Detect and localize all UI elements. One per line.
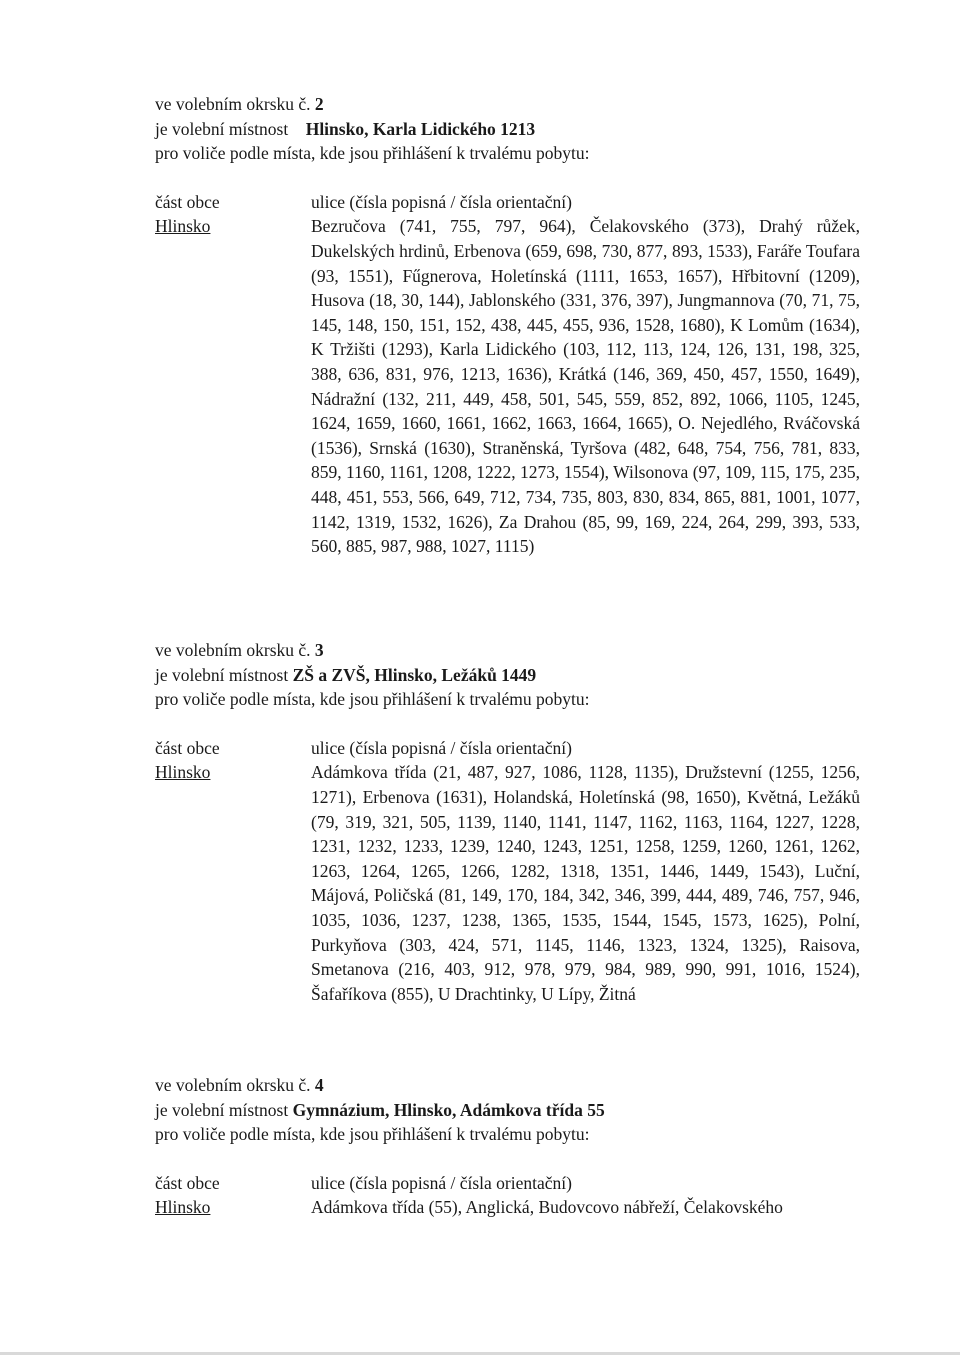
- streets-list: Adámkova třída (21, 487, 927, 1086, 1128, 1135), Družstevní (1255, 1256, 1271), Erbenova (1631), Holandská, Holetínská (98, 1650), Květná, Ležáků (79, 319, 321, 505, 1139, 1140, 1141, 1147, 1162, 1163, 1164, 1227, 1228, 1231, 1232, 1233, 1239, 1240, 1243, 1251, 1258, 1259, 1260, 1261, 1262, 1263, 1264, 1265, 1266, 1282, 1318, 1351, 1446, 1449, 1543), Luční, Májová, Poličská (81, 149, 170, 184, 342, 346, 399, 444, 489, 746, 757, 946, 1035, 1036, 1237, 1238, 1365, 1535, 1544, 1545, 1573, 1625), Polní, Purkyňova (303, 424, 571, 1145, 1146, 1323, 1324, 1325), Raisova, Smetanova (216, 403, 912, 978, 979, 984, 989, 990, 991, 1016, 1524), Šafaříkova (855), U Drachtinky, U Lípy, Žitná: [311, 762, 860, 1004]
- address-grid: [155, 190, 860, 559]
- okrsek-prefix: ve volebním okrsku č.: [155, 1075, 311, 1095]
- mistnost-line: [155, 117, 860, 142]
- grid-left-column: [155, 190, 311, 559]
- okrsek-line: [155, 638, 860, 663]
- streets-list: Bezručova (741, 755, 797, 964), Čelakovského (373), Drahý růžek, Dukelských hrdinů, Erbenova (659, 698, 730, 877, 893, 1533), Faráře Toufara (93, 1551), Fűgnerova, Holetínská (1111, 1653, 1657), Hřbitovní (1209), Husova (18, 30, 144), Jablonského (331, 376, 397), Jungmannova (70, 71, 75, 145, 148, 150, 151, 152, 438, 445, 455, 936, 1528, 1680), K Lomům (1634), K Tržišti (1293), Karla Lidického (103, 112, 113, 124, 126, 131, 198, 325, 388, 636, 831, 976, 1213, 1636), Krátká (146, 369, 450, 457, 1550, 1649), Nádražní (132, 211, 449, 458, 501, 545, 559, 852, 892, 1066, 1105, 1245, 1624, 1659, 1660, 1661, 1662, 1663, 1664, 1665), O. Nejedlého, Rváčovská (1536), Srnská (1630), Straněnská, Tyršova (482, 648, 754, 756, 781, 833, 859, 1160, 1161, 1208, 1222, 1273, 1554), Wilsonova (97, 109, 115, 175, 235, 448, 451, 553, 566, 649, 712, 734, 735, 803, 830, 834, 865, 881, 1001, 1077, 1142, 1319, 1532, 1626), Za Drahou (85, 99, 169, 224, 264, 299, 393, 533, 560, 885, 987, 988, 1027, 1115): [311, 216, 860, 557]
- col-header-streets: ulice (čísla popisná / čísla orientační): [311, 737, 572, 758]
- voters-line: pro voliče podle místa, kde jsou přihlášení k trvalému pobytu:: [155, 1124, 590, 1145]
- grid-left-column: [155, 1171, 311, 1220]
- section-okrsek-2: [155, 92, 860, 559]
- col-header-part: část obce: [155, 191, 220, 212]
- okrsek-prefix: ve volebním okrsku č.: [155, 640, 311, 660]
- voters-line: pro voliče podle místa, kde jsou přihlášení k trvalému pobytu:: [155, 689, 590, 710]
- address-grid: [155, 1171, 860, 1220]
- section-okrsek-3: [155, 638, 860, 1006]
- okrsek-line: [155, 92, 860, 117]
- okrsek-number: 3: [314, 640, 324, 660]
- part-name: Hlinsko: [155, 762, 211, 783]
- col-header-part: část obce: [155, 1172, 220, 1193]
- mistnost-name: Hlinsko, Karla Lidického 1213: [305, 118, 536, 139]
- col-header-part: část obce: [155, 737, 220, 758]
- scan-bottom-edge: [0, 1352, 960, 1355]
- mistnost-line: [155, 663, 860, 688]
- grid-right-column: [311, 190, 860, 559]
- okrsek-line: [155, 1073, 860, 1098]
- grid-right-column: [311, 1171, 860, 1220]
- grid-right-column: [311, 736, 860, 1007]
- address-grid: [155, 736, 860, 1007]
- mistnost-line: [155, 1098, 860, 1123]
- mistnost-prefix: je volební místnost: [155, 1099, 289, 1120]
- voters-line: pro voliče podle místa, kde jsou přihlášení k trvalému pobytu:: [155, 143, 590, 164]
- section-okrsek-4: [155, 1073, 860, 1220]
- part-name: Hlinsko: [155, 1197, 211, 1218]
- streets-list: Adámkova třída (55), Anglická, Budovcovo nábřeží, Čelakovského: [311, 1197, 783, 1218]
- mistnost-prefix: je volební místnost: [155, 664, 289, 685]
- mistnost-name: ZŠ a ZVŠ, Hlinsko, Ležáků 1449: [292, 664, 537, 685]
- mistnost-name: Gymnázium, Hlinsko, Adámkova třída 55: [292, 1099, 605, 1120]
- col-header-streets: ulice (čísla popisná / čísla orientační): [311, 191, 572, 212]
- grid-left-column: [155, 736, 311, 1007]
- okrsek-number: 2: [314, 94, 324, 114]
- part-name: Hlinsko: [155, 216, 211, 237]
- col-header-streets: ulice (čísla popisná / čísla orientační): [311, 1172, 572, 1193]
- okrsek-prefix: ve volebním okrsku č.: [155, 94, 311, 114]
- okrsek-number: 4: [314, 1075, 324, 1095]
- mistnost-prefix: je volební místnost: [155, 118, 289, 139]
